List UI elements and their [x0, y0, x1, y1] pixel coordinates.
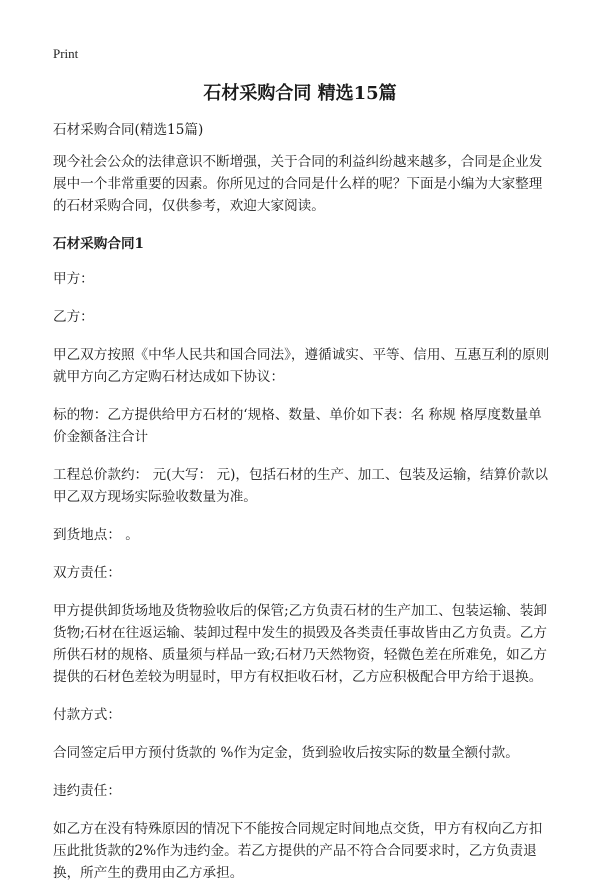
document-body: [53, 119, 553, 884]
subject-paragraph: 标的物：乙方提供给甲方石材的‘规格、数量、单价如下表：名 称规 格厚度数量单价金额备注合计: [53, 407, 542, 445]
duties-label: 双方责任：: [53, 565, 121, 581]
print-link[interactable]: Print: [53, 46, 79, 61]
total-price-paragraph: 工程总价款约： 元(大写： 元)，包括石材的生产、加工、包装及运输，结算价款以甲乙双方现场实际验收数量为准。: [53, 467, 549, 505]
intro-paragraph: 现今社会公众的法律意识不断增强，关于合同的利益纠纷越来越多，合同是企业发展中一个非常重要的因素。你所见过的合同是什么样的呢？下面是小编为大家整理的石材采购合同，仅供参考，欢迎大家阅读。: [53, 154, 543, 214]
party-a-label: 甲方：: [53, 271, 94, 287]
party-b-label: 乙方：: [53, 309, 94, 325]
breach-label: 违约责任：: [53, 783, 121, 799]
duties-paragraph: 甲方提供卸货场地及货物验收后的保管;乙方负责石材的生产加工、包装运输、装卸货物;石材在往返运输、装卸过程中发生的损毁及各类责任事故皆由乙方负责。乙方所供石材的规格、质量须与样品一致;石材乃天然物资，轻微色差在所难免，如乙方提供的石材色差较为明显时，甲方有权拒收石材，乙方应积极配合甲方给于退换。: [53, 603, 547, 685]
page-title: 石材采购合同 精选15篇: [203, 83, 397, 104]
breach-paragraph: 如乙方在没有特殊原因的情况下不能按合同规定时间地点交货，甲方有权向乙方扣压此批货款的2%作为违约金。若乙方提供的产品不符合合同要求时，乙方负责退换，所产生的费用由乙方承担。: [53, 821, 543, 881]
delivery-location: 到货地点： 。: [53, 527, 139, 543]
agreement-paragraph: 甲乙双方按照《中华人民共和国合同法》，遵循诚实、平等、信用、互惠互利的原则就甲方向乙方定购石材达成如下协议：: [53, 347, 550, 385]
section-heading: 石材采购合同1: [53, 236, 145, 252]
document-subtitle: 石材采购合同(精选15篇): [53, 122, 204, 138]
payment-label: 付款方式：: [53, 707, 121, 723]
payment-paragraph: 合同签定后甲方预付货款的 %作为定金，货到验收后按实际的数量全额付款。: [53, 745, 519, 761]
